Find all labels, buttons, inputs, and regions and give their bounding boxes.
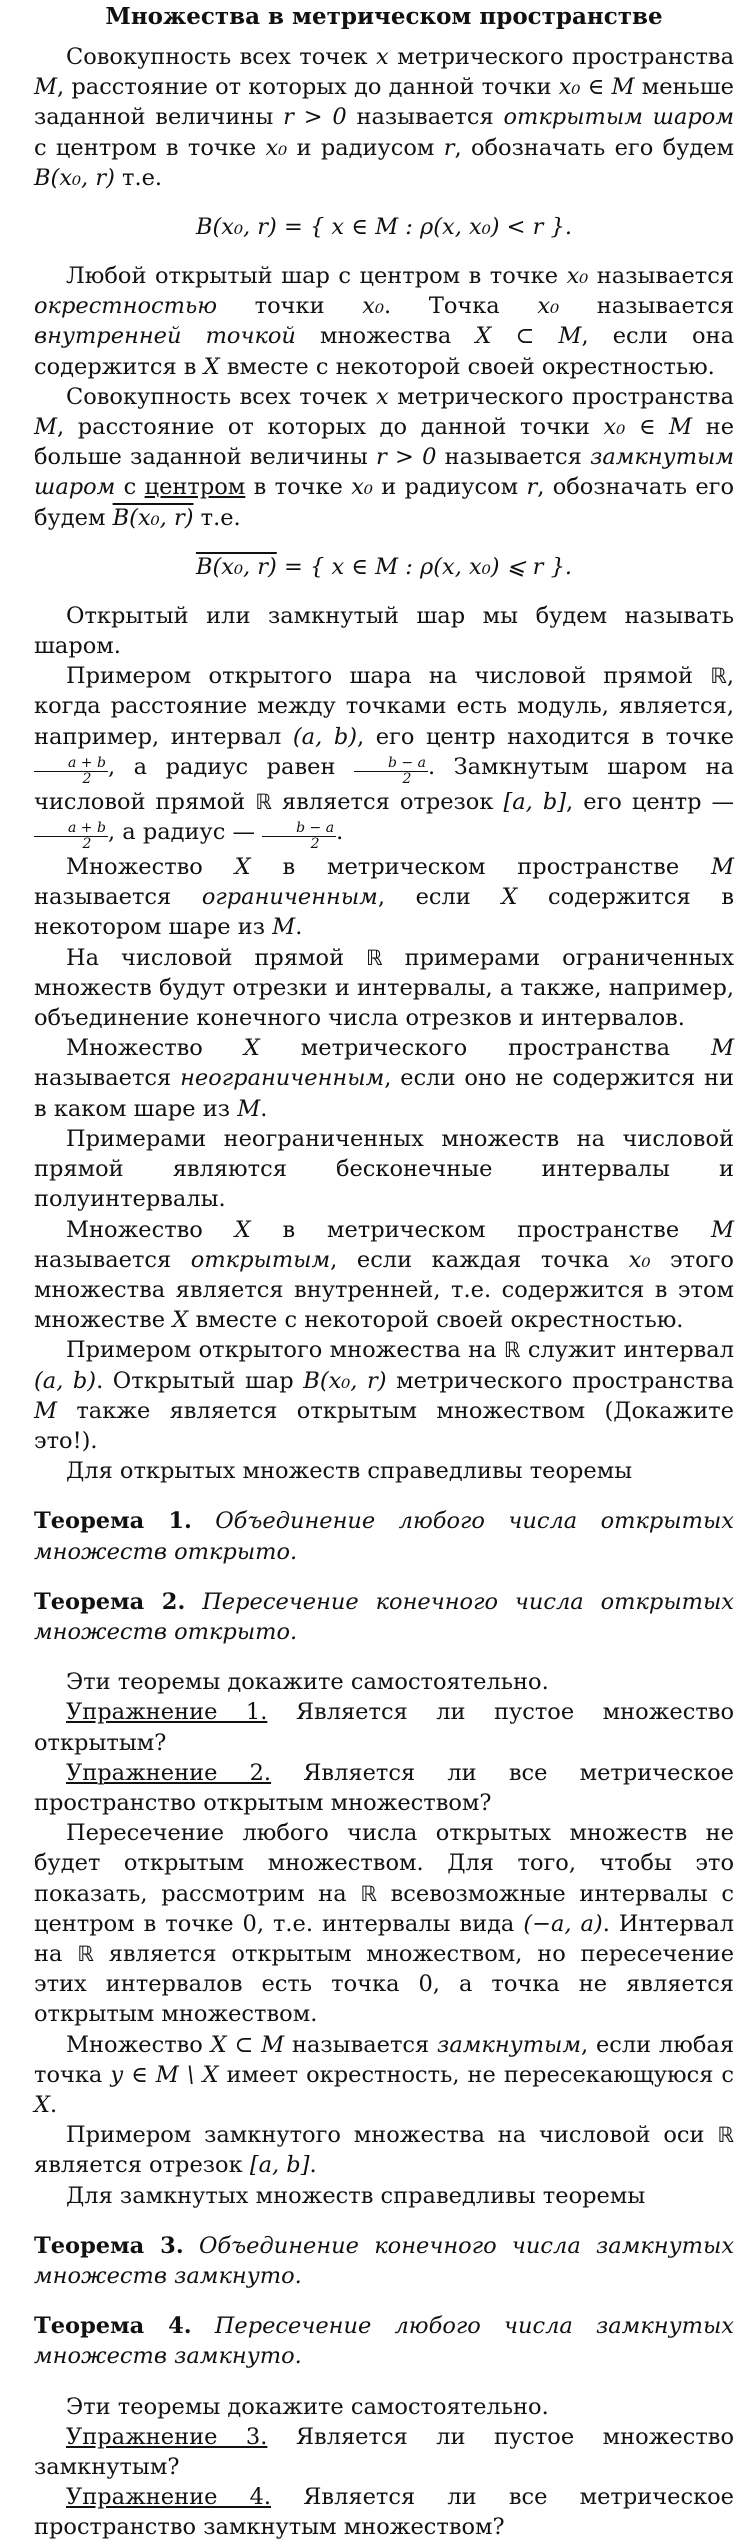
math-reals: ℝ xyxy=(360,1881,377,1906)
text: . xyxy=(309,2152,317,2179)
text: . xyxy=(295,914,303,941)
math: x₀ ∈ M xyxy=(558,74,635,101)
term-closed-ball: замкнутым шаром xyxy=(34,444,735,501)
text: вместе с некоторой своей окрестностью. xyxy=(195,1307,684,1334)
math: X xyxy=(34,2091,51,2118)
exercise-text: Является ли пустое множество открытым? xyxy=(34,1699,734,1756)
math: (a, b) xyxy=(34,1367,97,1394)
math: [a, b] xyxy=(249,2152,310,2179)
math: x xyxy=(376,44,389,70)
math: x₀ xyxy=(628,1246,651,1273)
text: этого множества является внутренней, т.е. содержится в этом множестве xyxy=(34,1246,734,1334)
text: множества xyxy=(320,323,452,350)
math: X xyxy=(234,854,251,881)
math: x₀ xyxy=(351,474,373,501)
math: x₀ xyxy=(537,293,560,320)
exercise-label: Упражнение 3. xyxy=(66,2423,268,2450)
exercise-2 xyxy=(34,1758,734,1818)
paragraph-unbounded-def xyxy=(34,1033,734,1124)
theorem-3 xyxy=(34,2231,734,2291)
text: в точке xyxy=(253,474,343,501)
math: x₀ xyxy=(566,263,589,290)
exercise-1 xyxy=(34,1697,734,1757)
term-open: открытым xyxy=(190,1246,331,1273)
text: и радиусом xyxy=(296,134,435,161)
paragraph-open-ball-def xyxy=(34,42,734,193)
paragraph-closed-ball-def xyxy=(34,382,734,533)
text: т.е. xyxy=(122,164,163,191)
text: Множество xyxy=(66,2031,203,2058)
text: . Точка xyxy=(384,293,500,320)
term-closed: замкнутым xyxy=(437,2031,582,2058)
math: B(x₀, r) xyxy=(195,553,277,580)
theorem-statement: Объединение любого числа открытых множеств открыто. xyxy=(34,1508,734,1565)
term-neighbourhood: окрестностью xyxy=(34,293,217,320)
term-open-ball: открытым шаром xyxy=(503,104,734,131)
math: M xyxy=(34,414,58,441)
term-inner-point: внутренней точкой xyxy=(34,323,296,350)
text: имеет окрестность, не пересекающуюся с xyxy=(226,2061,735,2088)
paragraph-ball-example xyxy=(34,661,734,852)
page-title: Множества в метрическом пространстве xyxy=(105,3,663,30)
text: Примером замкнутого множества на числовой оси xyxy=(66,2122,705,2149)
text: в метрическом пространстве xyxy=(282,1216,680,1243)
paragraph-prove-yourself: Эти теоремы докажите самостоятельно. xyxy=(66,2393,549,2420)
math: B(x₀, r) xyxy=(303,1367,387,1394)
text: Совокупность всех точек xyxy=(66,44,368,70)
math: r xyxy=(526,474,538,501)
text-column xyxy=(34,2,734,2543)
fraction-numerator: a + b xyxy=(34,821,108,837)
exercise-3 xyxy=(34,2422,734,2482)
text: . xyxy=(260,1095,268,1122)
paragraph-bounded-def xyxy=(34,852,734,943)
math: x₀ ∈ M xyxy=(603,414,693,441)
text: служит интервал xyxy=(527,1337,734,1364)
text: . Интервал на xyxy=(34,1910,735,1967)
text: Множество xyxy=(66,854,203,881)
math: (a, b) xyxy=(292,723,357,750)
math: M xyxy=(34,1397,58,1424)
theorem-heading: Теорема 4. xyxy=(34,2313,192,2340)
fraction-numerator: b − a xyxy=(262,821,336,837)
paragraph-unbounded-example: Примерами неограниченных множеств на числовой прямой являются бесконечные интервалы и полуинтервалы. xyxy=(34,1125,734,1213)
paragraph-intersection-counterexample xyxy=(34,1818,734,2029)
text: , если любая точка xyxy=(34,2031,735,2088)
text: т.е. xyxy=(200,504,241,531)
math-reals: ℝ xyxy=(255,789,272,814)
math: r > 0 xyxy=(283,104,347,131)
text: в метрическом пространстве xyxy=(282,854,680,881)
math: X xyxy=(501,884,518,911)
text: , его центр — xyxy=(566,788,735,815)
text: называется xyxy=(596,263,735,290)
math-reals: ℝ xyxy=(710,664,727,689)
text: называется xyxy=(34,1065,172,1092)
text: , если она содержится в xyxy=(34,323,735,380)
theorem-1 xyxy=(34,1506,734,1566)
math: r > 0 xyxy=(376,444,437,471)
term-unbounded: неограниченным xyxy=(180,1065,385,1092)
text: . xyxy=(50,2091,58,2118)
text: называется xyxy=(292,2031,430,2058)
text: и радиусом xyxy=(381,474,519,501)
text: вместе с некоторой своей окрестностью. xyxy=(226,353,715,380)
math: X xyxy=(234,1216,251,1243)
paragraph-closed-set-def xyxy=(34,2030,734,2121)
math-reals: ℝ xyxy=(366,945,383,970)
text: метрического пространства xyxy=(396,1367,735,1394)
text: примерами ограниченных множеств будут отрезки и интервалы, а также, например, объединение конечного числа отрезков и интервалов. xyxy=(34,944,735,1032)
theorem-2 xyxy=(34,1587,734,1647)
math: M xyxy=(710,1216,734,1243)
text: . xyxy=(336,819,344,846)
text: , расстояние от которых до данной точки xyxy=(57,74,552,101)
fraction-numerator: b − a xyxy=(354,756,428,772)
text: называется xyxy=(34,1246,172,1273)
formula-open-ball: B(x₀, r) = { x ∈ M : ρ(x, x₀) < r }. xyxy=(195,214,573,241)
text: является открытым множеством, но пересечение этих интервалов есть точка 0, а точка не является открытым множеством. xyxy=(34,1940,735,2028)
math: x xyxy=(376,383,389,410)
text: , его центр находится в точке xyxy=(357,723,734,750)
math-reals: ℝ xyxy=(77,1941,94,1966)
text: всевозможные интервалы с центром в точке 0, т.е. интервалы вида xyxy=(34,1880,735,1937)
exercise-label: Упражнение 2. xyxy=(66,1759,272,1786)
theorem-4 xyxy=(34,2311,734,2371)
text: , обозначать его будем xyxy=(34,474,734,531)
exercise-4 xyxy=(34,2482,734,2542)
text: Примером открытого множества на xyxy=(66,1337,497,1364)
math: X ⊂ M xyxy=(475,323,582,350)
text: метрического пространства xyxy=(300,1035,671,1062)
text: Множество xyxy=(66,1216,203,1243)
exercise-text: Является ли все метрическое пространство замкнутым множеством? xyxy=(34,2484,734,2541)
math: M xyxy=(272,914,296,941)
exercise-label: Упражнение 1. xyxy=(66,1699,268,1726)
text: , а радиус равен xyxy=(107,753,336,780)
text: называется xyxy=(356,104,494,131)
text: . Открытый шар xyxy=(96,1367,294,1394)
math: = { x ∈ M : ρ(x, x₀) ⩽ r }. xyxy=(283,553,573,580)
text: Множество xyxy=(66,1035,203,1062)
math: r xyxy=(443,134,455,161)
math: [a, b] xyxy=(503,788,567,815)
text: Совокупность всех точек xyxy=(66,383,368,410)
theorem-heading: Теорема 2. xyxy=(34,1588,186,1615)
math: M xyxy=(34,74,58,101)
fraction-center xyxy=(34,756,108,787)
theorem-heading: Теорема 1. xyxy=(34,1508,192,1535)
text: называется xyxy=(596,293,735,320)
fraction-denominator: 2 xyxy=(82,770,92,787)
math: X ⊂ M xyxy=(210,2031,285,2058)
underlined-word: центром xyxy=(144,474,246,501)
fraction-radius xyxy=(262,821,336,852)
math-closed-ball: B(x₀, r) xyxy=(112,504,194,531)
text: Любой открытый шар с центром в точке xyxy=(66,263,559,290)
text: метрического пространства xyxy=(397,383,734,410)
text: меньше заданной величины xyxy=(34,74,734,131)
theorem-heading: Теорема 3. xyxy=(34,2232,184,2259)
text: Примером открытого шара на числовой прямой xyxy=(66,663,693,690)
math-reals: ℝ xyxy=(717,2123,734,2148)
paragraph-prove-yourself: Эти теоремы докажите самостоятельно. xyxy=(66,1669,549,1696)
text: называется xyxy=(34,884,172,911)
theorem-statement: Пересечение конечного числа открытых множеств открыто. xyxy=(34,1588,734,1645)
text: , а радиус — xyxy=(107,819,255,846)
text: также является открытым множеством (Докажите это!). xyxy=(34,1397,734,1454)
paragraph-closed-set-example xyxy=(34,2120,734,2180)
paragraph-open-set-example xyxy=(34,1335,734,1456)
exercise-text: Является ли все метрическое пространство открытым множеством? xyxy=(34,1759,734,1816)
math: (−a, a) xyxy=(523,1910,603,1937)
text: , расстояние от которых до данной точки xyxy=(57,414,590,441)
text: с центром в точке xyxy=(34,134,257,161)
paragraph-ball: Открытый или замкнутый шар мы будем называть шаром. xyxy=(34,602,734,660)
text: метрического пространства xyxy=(397,44,734,70)
term-bounded: ограниченным xyxy=(201,884,378,911)
text: , обозначать его будем xyxy=(454,134,735,161)
fraction-denominator: 2 xyxy=(310,836,320,853)
math: X xyxy=(203,353,220,380)
exercise-text: Является ли пустое множество замкнутым? xyxy=(34,2423,734,2481)
text: является отрезок xyxy=(281,788,494,815)
paragraph-open-set-def xyxy=(34,1215,734,1336)
text: называется xyxy=(444,444,582,471)
text: содержится в некотором шаре из xyxy=(34,884,734,941)
math: y ∈ M \ X xyxy=(110,2061,219,2088)
fraction-denominator: 2 xyxy=(82,836,92,853)
text: , если оно не содержится ни в каком шаре из xyxy=(34,1065,734,1122)
math: X xyxy=(243,1035,260,1062)
math-reals: ℝ xyxy=(503,1338,521,1363)
math: M xyxy=(710,1035,735,1062)
math: x₀ xyxy=(362,293,384,320)
math: x₀ xyxy=(265,134,288,161)
fraction-denominator: 2 xyxy=(402,770,412,787)
text: . Замкнутым шаром на числовой прямой xyxy=(34,753,735,815)
paragraph-neighbourhood xyxy=(34,261,734,382)
text: , если каждая точка xyxy=(330,1246,610,1273)
math: M xyxy=(237,1095,261,1122)
fraction-center xyxy=(34,821,108,852)
exercise-label: Упражнение 4. xyxy=(66,2484,272,2511)
text: не больше заданной величины xyxy=(34,414,735,471)
paragraph-bounded-example xyxy=(34,943,734,1034)
text: точки xyxy=(254,293,325,320)
text: является отрезок xyxy=(34,2152,243,2179)
math: X xyxy=(172,1307,189,1334)
text: Пересечение любого числа открытых множеств не будет открытым множеством. Для того, чтобы это показать, рассмотрим на xyxy=(34,1820,734,1907)
fraction-radius xyxy=(354,756,428,787)
text: , когда расстояние между точками есть модуль, является, например, интервал xyxy=(34,663,734,750)
paragraph-closed-theorems-intro: Для замкнутых множеств справедливы теоремы xyxy=(66,2182,646,2209)
text: На числовой прямой xyxy=(66,944,345,971)
theorem-statement: Пересечение любого числа замкнутых множеств замкнуто. xyxy=(34,2313,734,2370)
math: B(x₀, r) xyxy=(34,164,115,191)
math: M xyxy=(710,854,734,881)
text: , если xyxy=(377,884,471,911)
fraction-numerator: a + b xyxy=(34,756,108,772)
paragraph-open-theorems-intro: Для открытых множеств справедливы теоремы xyxy=(66,1458,633,1485)
text: с xyxy=(123,474,137,501)
theorem-statement: Объединение конечного числа замкнутых множеств замкнуто. xyxy=(34,2232,735,2289)
formula-closed-ball xyxy=(34,547,734,587)
